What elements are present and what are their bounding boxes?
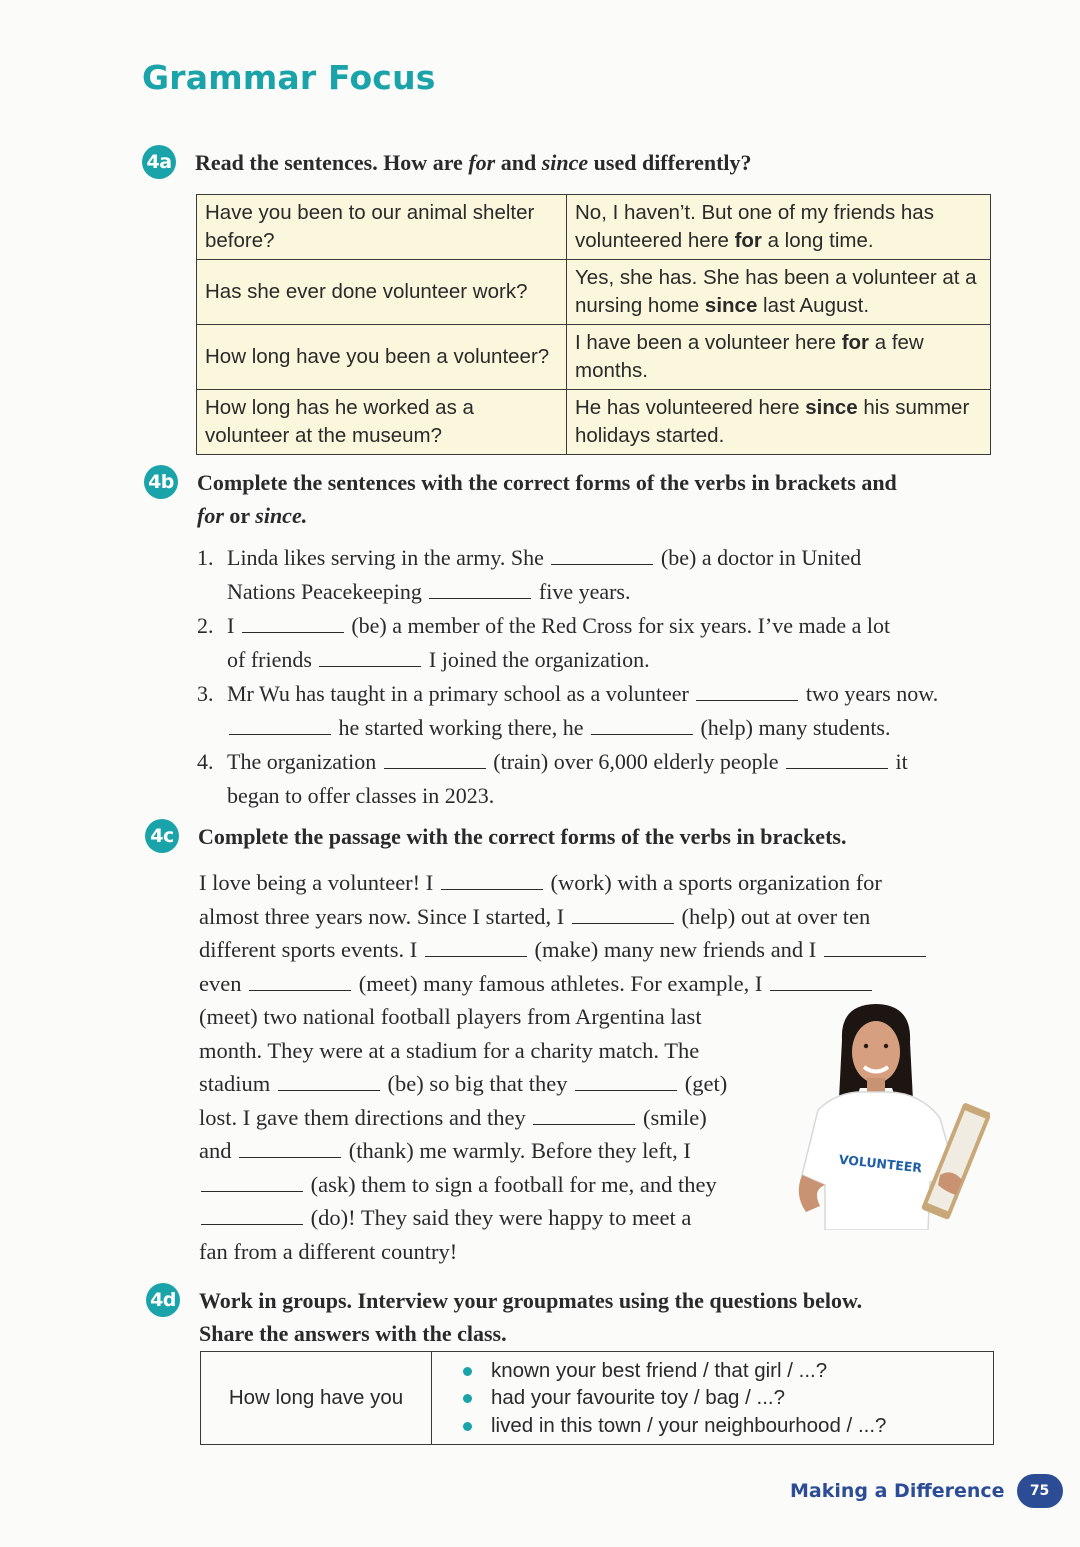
page-footer <box>790 1474 1063 1508</box>
exercise-badge-4c: 4c <box>145 819 179 853</box>
answer-blank[interactable] <box>278 1070 380 1091</box>
answer-blank[interactable] <box>229 714 331 735</box>
list-item: 3. Mr Wu has taught in a primary school as a volunteer two years now. he started working there, he (help) many students. <box>197 681 939 740</box>
list-item: known your best friend / that girl / ...? <box>461 1357 992 1385</box>
answer-blank[interactable] <box>239 1137 341 1158</box>
answer-blank[interactable] <box>249 970 351 991</box>
answer-blank[interactable] <box>824 936 926 957</box>
table-row <box>197 260 991 325</box>
question-endings <box>432 1352 994 1445</box>
answer-cell: No, I haven’t. But one of my friends has volunteered here for a long time. <box>567 195 991 260</box>
list-item: had your favourite toy / bag / ...? <box>461 1384 992 1412</box>
answer-blank[interactable] <box>441 869 543 890</box>
list-item: 2. I (be) a member of the Red Cross for six years. I’ve made a lot of friends I joined the organization. <box>197 613 891 672</box>
answer-blank[interactable] <box>425 936 527 957</box>
list-item: lived in this town / your neighbourhood / ...? <box>461 1412 992 1440</box>
answer-blank[interactable] <box>551 544 653 565</box>
answer-cell: I have been a volunteer here for a few months. <box>567 325 991 390</box>
answer-blank[interactable] <box>591 714 693 735</box>
instruction-4d: Work in groups. Interview your groupmates using the questions below. Share the answers with the class. <box>199 1288 863 1346</box>
list-item: 4. The organization (train) over 6,000 elderly people it began to offer classes in 2023. <box>197 749 908 808</box>
answer-blank[interactable] <box>696 680 798 701</box>
answer-blank[interactable] <box>429 578 531 599</box>
question-cell: Have you been to our animal shelter before? <box>197 195 567 260</box>
question-cell: How long have you been a volunteer? <box>197 325 567 390</box>
answer-blank[interactable] <box>201 1171 303 1192</box>
instruction-4c: Complete the passage with the correct forms of the verbs in brackets. <box>198 824 847 849</box>
answer-blank[interactable] <box>533 1104 635 1125</box>
for-since-table <box>196 194 991 455</box>
unit-title: Making a Difference <box>790 1480 1005 1502</box>
exercise-badge-4a: 4a <box>142 145 176 179</box>
table-row <box>201 1352 994 1445</box>
fill-in-passage: I love being a volunteer! I (work) with a sports organization for almost three years now. Since I started, I (help) out at over ten different sports events. I (make) many new friends and I even (meet) many famous athletes. For example, I (meet) two national football players from Argentina last month. They were at a stadium for a charity match. The stadium (be) so big that they (get) lost. I gave them directions and they (smile) and (thank) me warmly. Before they left, I (ask) them to sign a football for me, and they (do)! They said they were happy to meet a fan from a different country! <box>199 866 989 1268</box>
question-cell: Has she ever done volunteer work? <box>197 260 567 325</box>
answer-blank[interactable] <box>770 970 872 991</box>
list-item: 1. Linda likes serving in the army. She (be) a doctor in United Nations Peacekeeping five years. <box>197 545 862 604</box>
answer-blank[interactable] <box>242 612 344 633</box>
answer-blank[interactable] <box>319 646 421 667</box>
question-stem: How long have you <box>201 1352 432 1445</box>
table-row <box>197 195 991 260</box>
exercise-4b-list <box>197 541 997 813</box>
instruction-4a: Read the sentences. How are for and since used differently? <box>195 150 752 175</box>
interview-table <box>200 1351 994 1445</box>
volunteer-girl-illustration <box>780 1000 990 1230</box>
table-row <box>197 390 991 455</box>
shirt-lettering: VOLUNTEER <box>838 1151 923 1176</box>
exercise-badge-4b: 4b <box>144 465 178 499</box>
page-number: 75 <box>1017 1474 1063 1508</box>
answer-blank[interactable] <box>575 1070 677 1091</box>
page-title: Grammar Focus <box>142 58 436 97</box>
answer-cell: He has volunteered here since his summer holidays started. <box>567 390 991 455</box>
answer-blank[interactable] <box>572 903 674 924</box>
answer-blank[interactable] <box>786 748 888 769</box>
answer-cell: Yes, she has. She has been a volunteer at a nursing home since last August. <box>567 260 991 325</box>
answer-blank[interactable] <box>201 1204 303 1225</box>
exercise-badge-4d: 4d <box>146 1283 180 1317</box>
table-row <box>197 325 991 390</box>
question-cell: How long has he worked as a volunteer at the museum? <box>197 390 567 455</box>
answer-blank[interactable] <box>384 748 486 769</box>
instruction-4b: Complete the sentences with the correct forms of the verbs in brackets and for or since. <box>197 470 897 528</box>
